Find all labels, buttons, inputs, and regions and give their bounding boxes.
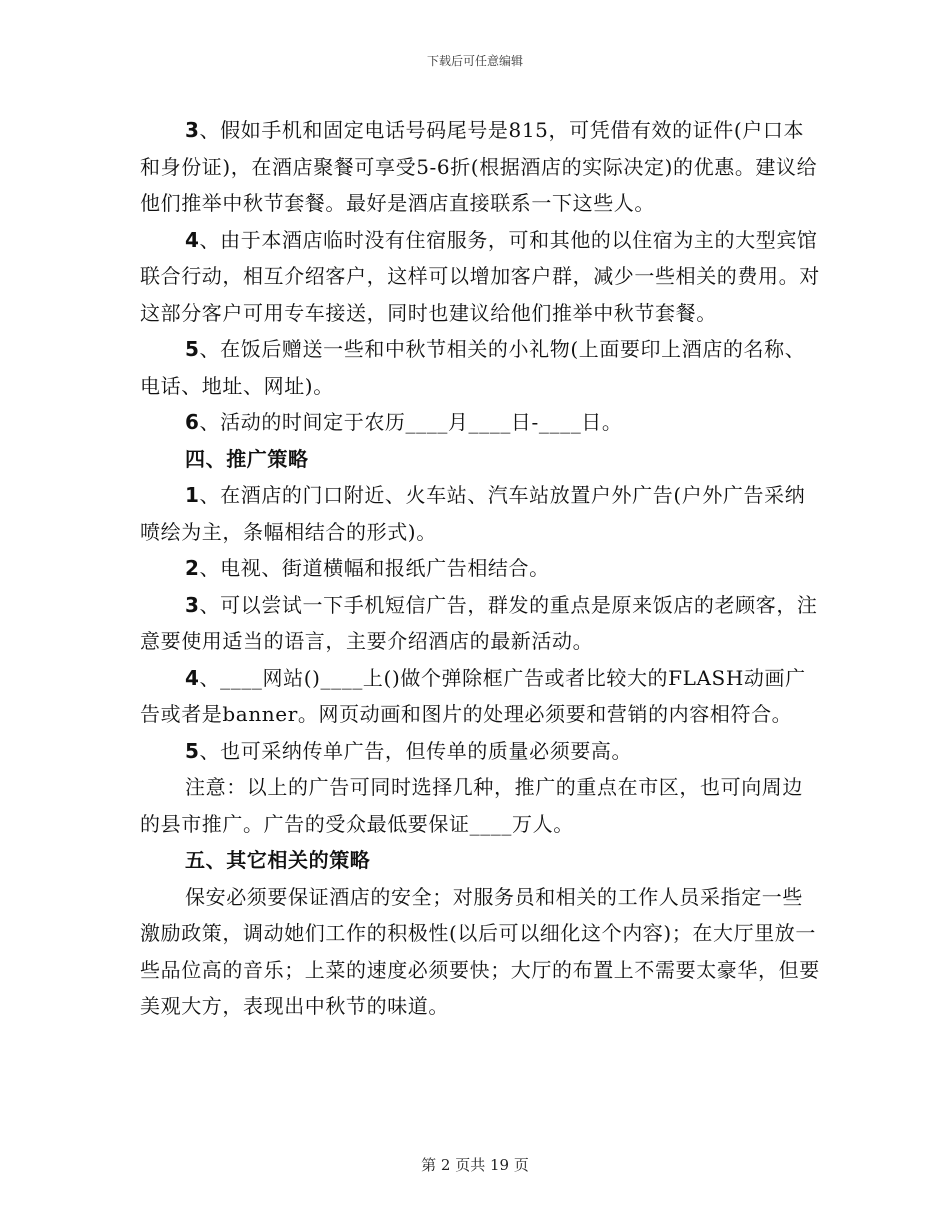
item-number: 3: [185, 592, 200, 617]
paragraph-note: [140, 769, 820, 842]
item-number: 4: [185, 665, 200, 690]
paragraph-text: 、____网站()____上()做个弹除框广告或者比较大的FLASH动画广告或者是banner。网页动画和图片的处理必须要和营销的内容相符合。: [140, 665, 806, 726]
paragraph-promo-3: [140, 587, 820, 660]
paragraph-item-5: [140, 331, 820, 404]
item-number: 2: [185, 556, 200, 580]
paragraph-promo-2: [140, 550, 820, 587]
paragraph-text: 、电视、街道横幅和报纸广告相结合。: [199, 556, 550, 580]
paragraph-item-6: [140, 404, 820, 441]
paragraph-text: 、活动的时间定于农历____月____日-____日。: [199, 410, 623, 434]
paragraph-text: 、由于本酒店临时没有住宿服务，可和其他的以住宿为主的大型宾馆联合行动，相互介绍客户，这样可以增加客户群，减少一些相关的费用。对这部分客户可用专车接送，同时也建议给他们推举中秋节套餐。: [140, 227, 820, 325]
item-number: 3: [185, 118, 200, 142]
paragraph-text: 注意：以上的广告可同时选择几种，推广的重点在市区，也可向周边的县市推广。广告的受众最低要保证____万人。: [140, 775, 803, 836]
paragraph-promo-4: [140, 660, 820, 733]
paragraph-other-strategies: [140, 879, 820, 1025]
document-body: [140, 112, 820, 1025]
paragraph-text: 、也可采纳传单广告，但传单的质量必须要高。: [199, 738, 633, 763]
item-number: 4: [185, 227, 200, 252]
section-heading-promotion: 四、推广策略: [185, 446, 309, 471]
paragraph-item-4: [140, 222, 820, 332]
item-number: 1: [185, 483, 200, 507]
item-number: 5: [185, 337, 200, 361]
paragraph-item-3: [140, 112, 820, 222]
paragraph-text: 、可以尝试一下手机短信广告，群发的重点是原来饭店的老顾客，注意要使用适当的语言，主要介绍酒店的最新活动。: [140, 592, 818, 653]
section-heading-other-strategies: 五、其它相关的策略: [185, 848, 371, 872]
page-header: 下载后可任意编辑: [426, 54, 523, 68]
item-number: 6: [185, 410, 200, 434]
paragraph-text: 保安必须要保证酒店的安全；对服务员和相关的工作人员采指定一些激励政策，调动她们工作的积极性(以后可以细化这个内容)；在大厅里放一些品位高的音乐；上菜的速度必须要快；大厅的布置上不需要太豪华，但要美观大方，表现出中秋节的味道。: [140, 884, 820, 1018]
paragraph-promo-5: [140, 733, 820, 770]
paragraph-promo-1: [140, 477, 820, 550]
page-footer: 第 2 页共 19 页: [421, 1156, 529, 1174]
paragraph-text: 、在酒店的门口附近、火车站、汽车站放置户外广告(户外广告采纳喷绘为主，条幅相结合的形式)。: [140, 483, 806, 544]
paragraph-text: 、假如手机和固定电话号码尾号是815，可凭借有效的证件(户口本和身份证)，在酒店聚餐可享受5-6折(根据酒店的实际决定)的优惠。建议给他们推举中秋节套餐。最好是酒店直接联系一下这些人。: [140, 118, 818, 215]
item-number: 5: [185, 738, 200, 763]
paragraph-text: 、在饭后赠送一些和中秋节相关的小礼物(上面要印上酒店的名称、电话、地址、网址)。: [140, 337, 806, 398]
